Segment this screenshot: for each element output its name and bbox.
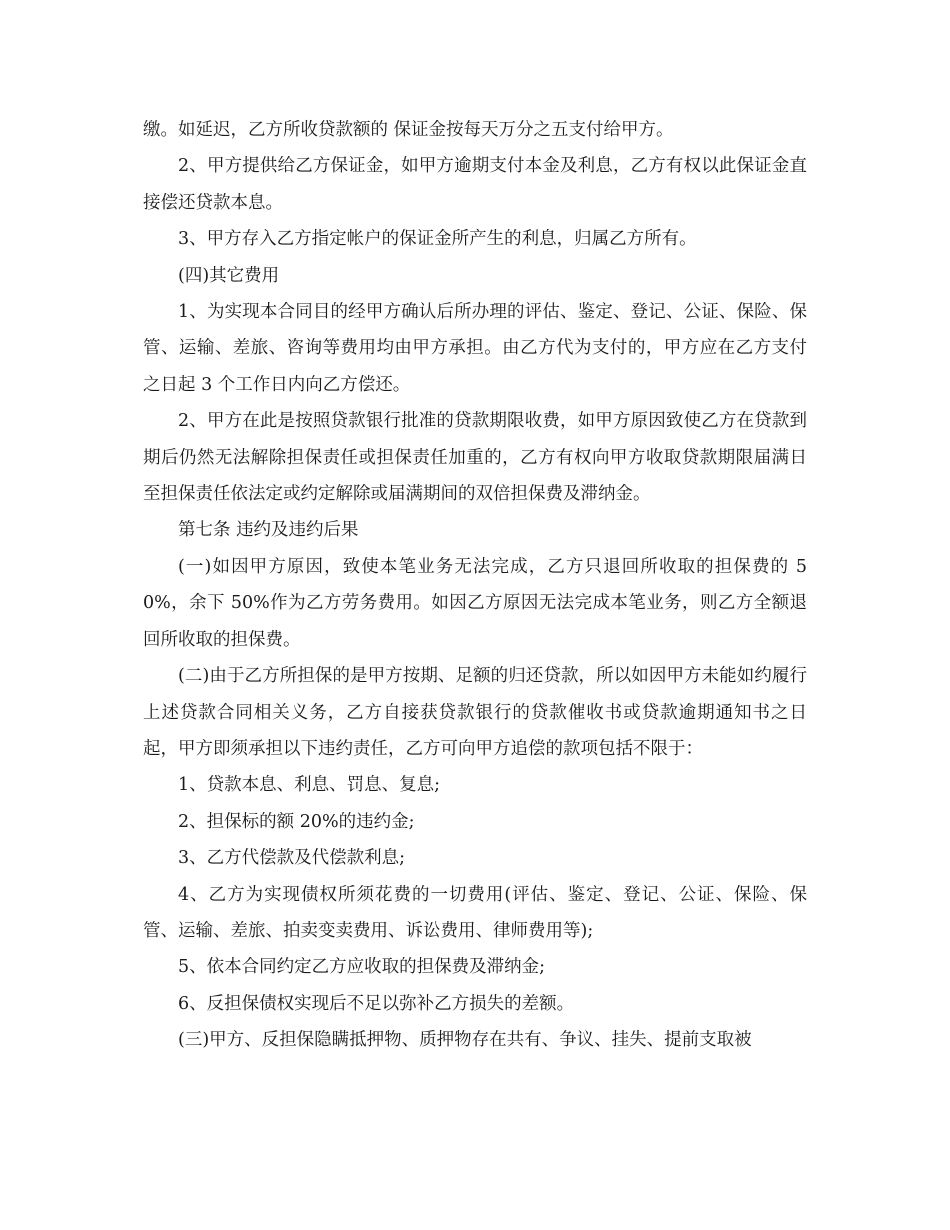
paragraph-8: (一)如因甲方原因，致使本笔业务无法完成，乙方只退回所收取的担保费的 50%，余下 50%作为乙方劳务费用。如因乙方原因无法完成本笔业务，则乙方全额退回所收取的担保费。 [143, 556, 807, 650]
list-item-6: 6、反担保债权实现后不足以弥补乙方损失的差额。 [178, 993, 575, 1014]
list-item-1: 1、贷款本息、利息、罚息、复息; [178, 775, 441, 796]
paragraph-16: (三)甲方、反担保隐瞒抵押物、质押物存在共有、争议、挂失、提前支取被 [178, 1030, 752, 1051]
paragraph-9: (二)由于乙方所担保的是甲方按期、足额的归还贷款，所以如因甲方未能如约履行上述贷款合同相关义务，乙方自接获贷款银行的贷款催收书或贷款逾期通知书之日起，甲方即须承担以下违约责任，乙方可向甲方追偿的款项包括不限于： [143, 666, 807, 759]
paragraph-6: 2、甲方在此是按照贷款银行批准的贷款期限收费，如甲方原因致使乙方在贷款到期后仍然无法解除担保责任或担保责任加重的，乙方有权向甲方收取贷款期限届满日至担保责任依法定或约定解除或届满期间的双倍担保费及滞纳金。 [143, 411, 807, 505]
paragraph-5: 1、为实现本合同目的经甲方确认后所办理的评估、鉴定、登记、公证、保险、保管、运输、差旅、咨询等费用均由甲方承担。由乙方代为支付的，甲方应在乙方支付之日起 3 个工作日内向乙方偿还。 [143, 302, 807, 395]
list-item-4: 4、乙方为实现债权所须花费的一切费用(评估、鉴定、登记、公证、保险、保管、运输、差旅、拍卖变卖费用、诉讼费用、律师费用等); [143, 884, 807, 941]
document-body [143, 112, 807, 1059]
paragraph-1: 缴。如延迟，乙方所收贷款额的 保证金按每天万分之五支付给甲方。 [143, 120, 674, 140]
paragraph-3: 3、甲方存入乙方指定帐户的保证金所产生的利息，归属乙方所有。 [178, 229, 697, 250]
list-item-2: 2、担保标的额 20%的违约金; [178, 811, 415, 832]
list-item-5: 5、依本合同约定乙方应收取的担保费及滞纳金; [178, 957, 546, 978]
section-heading-other-fees: (四)其它费用 [178, 265, 280, 286]
article-heading-breach: 第七条 违约及违约后果 [178, 520, 359, 541]
paragraph-2: 2、甲方提供给乙方保证金，如甲方逾期支付本金及利息，乙方有权以此保证金直接偿还贷款本息。 [143, 156, 807, 213]
list-item-3: 3、乙方代偿款及代偿款利息; [178, 848, 406, 869]
